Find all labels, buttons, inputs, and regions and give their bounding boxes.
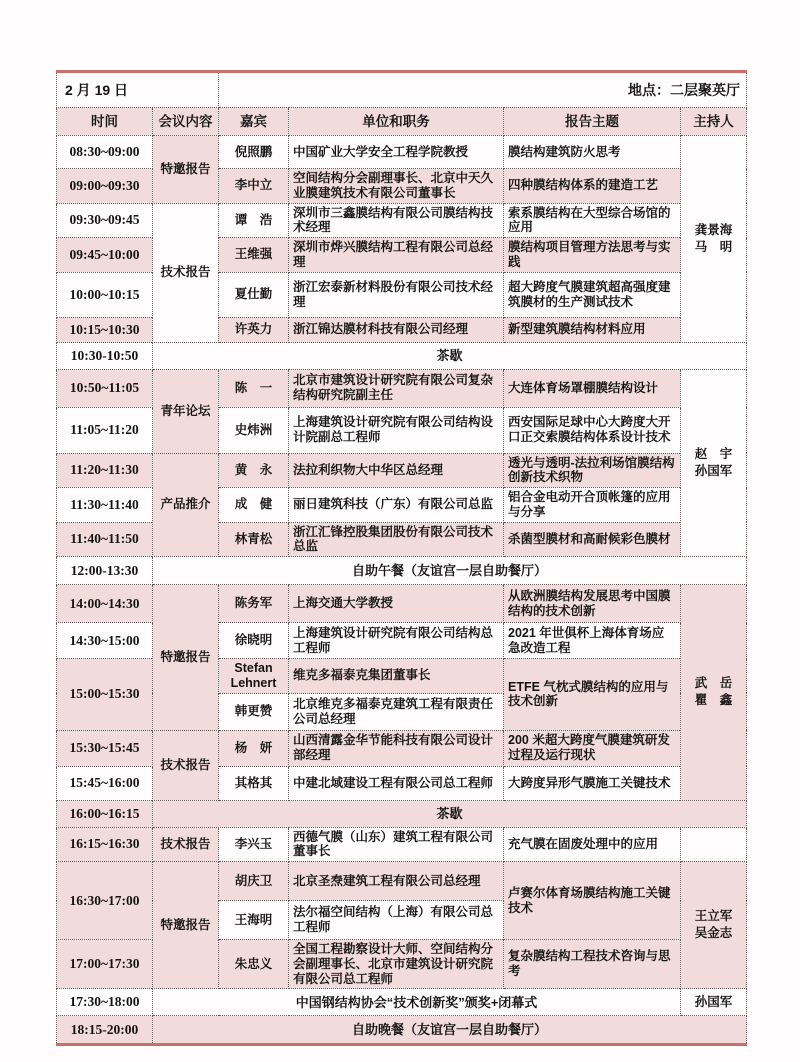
time-cell: 12:00-13:30 [57, 557, 153, 585]
session-row [57, 862, 747, 901]
break-row [57, 800, 747, 827]
guest-cell: 朱忠义 [219, 940, 289, 989]
time-cell: 10:50~11:05 [57, 369, 153, 407]
time-cell: 14:30~15:00 [57, 623, 153, 659]
time-cell: 10:00~10:15 [57, 272, 153, 317]
topic-cell: 超大跨度气膜建筑超高强度建筑膜材的生产测试技术 [504, 272, 681, 317]
host-name: 吴金志 [694, 926, 733, 941]
host-name: 孙国军 [694, 463, 733, 478]
org-cell: 浙江汇锋控股集团股份有限公司技术总监 [289, 522, 504, 557]
time-cell: 11:05~11:20 [57, 407, 153, 453]
host-cell-empty [681, 827, 747, 862]
time-cell: 11:20~11:30 [57, 453, 153, 488]
time-cell: 16:15~16:30 [57, 827, 153, 862]
org-cell: 北京市建筑设计研究院有限公司复杂结构研究院副主任 [289, 369, 504, 407]
org-cell: 北京圣焘建筑工程有限公司总经理 [289, 862, 504, 901]
time-cell: 10:15~10:30 [57, 317, 153, 342]
host-name: 武 岳 [694, 676, 733, 691]
segment-cell: 技术报告 [153, 203, 219, 342]
topic-cell: 膜结构项目管理方法思考与实践 [504, 238, 681, 273]
org-cell: 上海交通大学教授 [289, 585, 504, 623]
time-cell: 10:30-10:50 [57, 342, 153, 369]
time-cell: 09:30~09:45 [57, 203, 153, 238]
break-row [57, 342, 747, 369]
guest-cell: 成 健 [219, 488, 289, 523]
col-header-host: 主持人 [681, 108, 747, 136]
topic-cell: 新型建筑膜结构材料应用 [504, 317, 681, 342]
session-row [57, 730, 747, 766]
segment-cell: 特邀报告 [153, 136, 219, 204]
topic-cell: 膜结构建筑防火思考 [504, 136, 681, 169]
guest-cell: 李中立 [219, 169, 289, 204]
host-name: 马 明 [694, 239, 733, 254]
time-cell: 15:00~15:30 [57, 659, 153, 731]
topic-cell: 200 米超大跨度气膜建筑研发过程及运行现状 [504, 730, 681, 766]
topic-cell: 大跨度异形气膜施工关键技术 [504, 766, 681, 800]
topic-cell: 杀菌型膜材和高耐候彩色膜材 [504, 522, 681, 557]
break-row [57, 557, 747, 585]
schedule-table [56, 70, 747, 1046]
host-name: 赵 宇 [694, 446, 733, 461]
time-cell: 14:00~14:30 [57, 585, 153, 623]
topic-cell: 充气膜在固废处理中的应用 [504, 827, 681, 862]
org-cell: 法尔福空间结构（上海）有限公司总工程师 [289, 901, 504, 940]
guest-cell: 杨 妍 [219, 730, 289, 766]
org-cell: 山西清露金华节能科技有限公司设计部经理 [289, 730, 504, 766]
col-header-topic: 报告主题 [504, 108, 681, 136]
guest-cell: 胡庆卫 [219, 862, 289, 901]
time-cell: 11:40~11:50 [57, 522, 153, 557]
org-cell: 维克多福泰克集团董事长 [289, 659, 504, 694]
session-row [57, 585, 747, 623]
break-row [57, 1016, 747, 1045]
time-cell: 15:45~16:00 [57, 766, 153, 800]
host-cell [681, 369, 747, 557]
org-cell: 深圳市三鑫膜结构有限公司膜结构技术经理 [289, 203, 504, 238]
topic-cell: 铝合金电动开合顶帐篷的应用与分享 [504, 488, 681, 523]
break-label: 茶歇 [153, 342, 747, 369]
break-label: 自助晚餐（友谊宫一层自助餐厅） [153, 1016, 747, 1045]
break-label: 自助午餐（友谊宫一层自助餐厅） [153, 557, 747, 585]
host-name: 龚景海 [694, 222, 733, 237]
org-cell: 深圳市烨兴膜结构工程有限公司总经理 [289, 238, 504, 273]
segment-cell: 产品推介 [153, 453, 219, 557]
time-cell: 08:30~09:00 [57, 136, 153, 169]
host-cell [681, 989, 747, 1016]
location-label: 地点：二层聚英厅 [219, 72, 747, 108]
time-cell: 09:45~10:00 [57, 238, 153, 273]
guest-cell: 史炜洲 [219, 407, 289, 453]
time-cell: 16:00~16:15 [57, 800, 153, 827]
org-cell: 中建北域建设工程有限公司总工程师 [289, 766, 504, 800]
topic-cell: 西安国际足球中心大跨度大开口正交索膜结构体系设计技术 [504, 407, 681, 453]
time-cell: 11:30~11:40 [57, 488, 153, 523]
time-cell: 17:30~18:00 [57, 989, 153, 1016]
guest-cell: Stefan Lehnert [219, 659, 289, 694]
host-name: 王立军 [694, 909, 733, 924]
segment-cell: 技术报告 [153, 827, 219, 862]
session-row [57, 136, 747, 169]
session-row [57, 453, 747, 488]
guest-cell: 陈务军 [219, 585, 289, 623]
break-label: 中国钢结构协会“技术创新奖”颁奖+闭幕式 [153, 989, 681, 1016]
col-header-org: 单位和职务 [289, 108, 504, 136]
col-header-time: 时间 [57, 108, 153, 136]
org-cell: 北京维克多福泰克建筑工程有限责任公司总经理 [289, 693, 504, 730]
header-row [57, 108, 747, 136]
guest-cell: 王维强 [219, 238, 289, 273]
topic-cell: 四种膜结构体系的建造工艺 [504, 169, 681, 204]
date-label: 2 月 19 日 [57, 72, 219, 108]
topic-cell: 透光与透明-法拉利场馆膜结构创新技术织物 [504, 453, 681, 488]
org-cell: 上海建筑设计研究院有限公司结构总工程师 [289, 623, 504, 659]
guest-cell: 其格其 [219, 766, 289, 800]
topic-cell: 2021 年世俱杯上海体育场应急改造工程 [504, 623, 681, 659]
org-cell: 浙江宏泰新材料股份有限公司技术经理 [289, 272, 504, 317]
guest-cell: 李兴玉 [219, 827, 289, 862]
org-cell: 空间结构分会副理事长、北京中天久业膜建筑技术有限公司董事长 [289, 169, 504, 204]
guest-cell: 许英力 [219, 317, 289, 342]
segment-cell: 特邀报告 [153, 862, 219, 989]
topic-cell: 卢赛尔体育场膜结构施工关键技术 [504, 862, 681, 940]
break-row [57, 989, 747, 1016]
col-header-guest: 嘉宾 [219, 108, 289, 136]
topic-cell: 复杂膜结构工程技术咨询与思考 [504, 940, 681, 989]
org-cell: 上海建筑设计研究院有限公司结构设计院副总工程师 [289, 407, 504, 453]
guest-cell: 王海明 [219, 901, 289, 940]
guest-cell: 谭 浩 [219, 203, 289, 238]
guest-cell: 陈 一 [219, 369, 289, 407]
col-header-content: 会议内容 [153, 108, 219, 136]
guest-cell: 韩更赞 [219, 693, 289, 730]
topic-cell: 从欧洲膜结构发展思考中国膜结构的技术创新 [504, 585, 681, 623]
host-name: 孙国军 [694, 994, 733, 1009]
guest-cell: 黄 永 [219, 453, 289, 488]
topic-cell: ETFE 气枕式膜结构的应用与技术创新 [504, 659, 681, 731]
org-cell: 中国矿业大学安全工程学院教授 [289, 136, 504, 169]
guest-cell: 倪照鹏 [219, 136, 289, 169]
guest-cell: 徐晓明 [219, 623, 289, 659]
topic-cell: 索系膜结构在大型综合场馆的应用 [504, 203, 681, 238]
org-cell: 丽日建筑科技（广东）有限公司总监 [289, 488, 504, 523]
time-cell: 18:15-20:00 [57, 1016, 153, 1045]
session-row [57, 203, 747, 238]
title-row [57, 72, 747, 108]
guest-cell: 夏仕勤 [219, 272, 289, 317]
session-row [57, 369, 747, 407]
break-label: 茶歇 [153, 800, 747, 827]
topic-cell: 大连体育场罩棚膜结构设计 [504, 369, 681, 407]
time-cell: 17:00~17:30 [57, 940, 153, 989]
org-cell: 浙江锦达膜材科技有限公司经理 [289, 317, 504, 342]
time-cell: 15:30~15:45 [57, 730, 153, 766]
org-cell: 全国工程勘察设计大师、空间结构分会副理事长、北京市建筑设计研究院有限公司总工程师 [289, 940, 504, 989]
host-cell [681, 862, 747, 989]
guest-cell: 林青松 [219, 522, 289, 557]
host-name: 瞿 鑫 [694, 693, 733, 708]
time-cell: 09:00~09:30 [57, 169, 153, 204]
host-cell [681, 585, 747, 801]
session-row [57, 827, 747, 862]
segment-cell: 特邀报告 [153, 585, 219, 731]
host-cell [681, 136, 747, 343]
segment-cell: 青年论坛 [153, 369, 219, 453]
segment-cell: 技术报告 [153, 730, 219, 800]
org-cell: 西德气膜（山东）建筑工程有限公司董事长 [289, 827, 504, 862]
org-cell: 法拉利织物大中华区总经理 [289, 453, 504, 488]
time-cell: 16:30~17:00 [57, 862, 153, 940]
